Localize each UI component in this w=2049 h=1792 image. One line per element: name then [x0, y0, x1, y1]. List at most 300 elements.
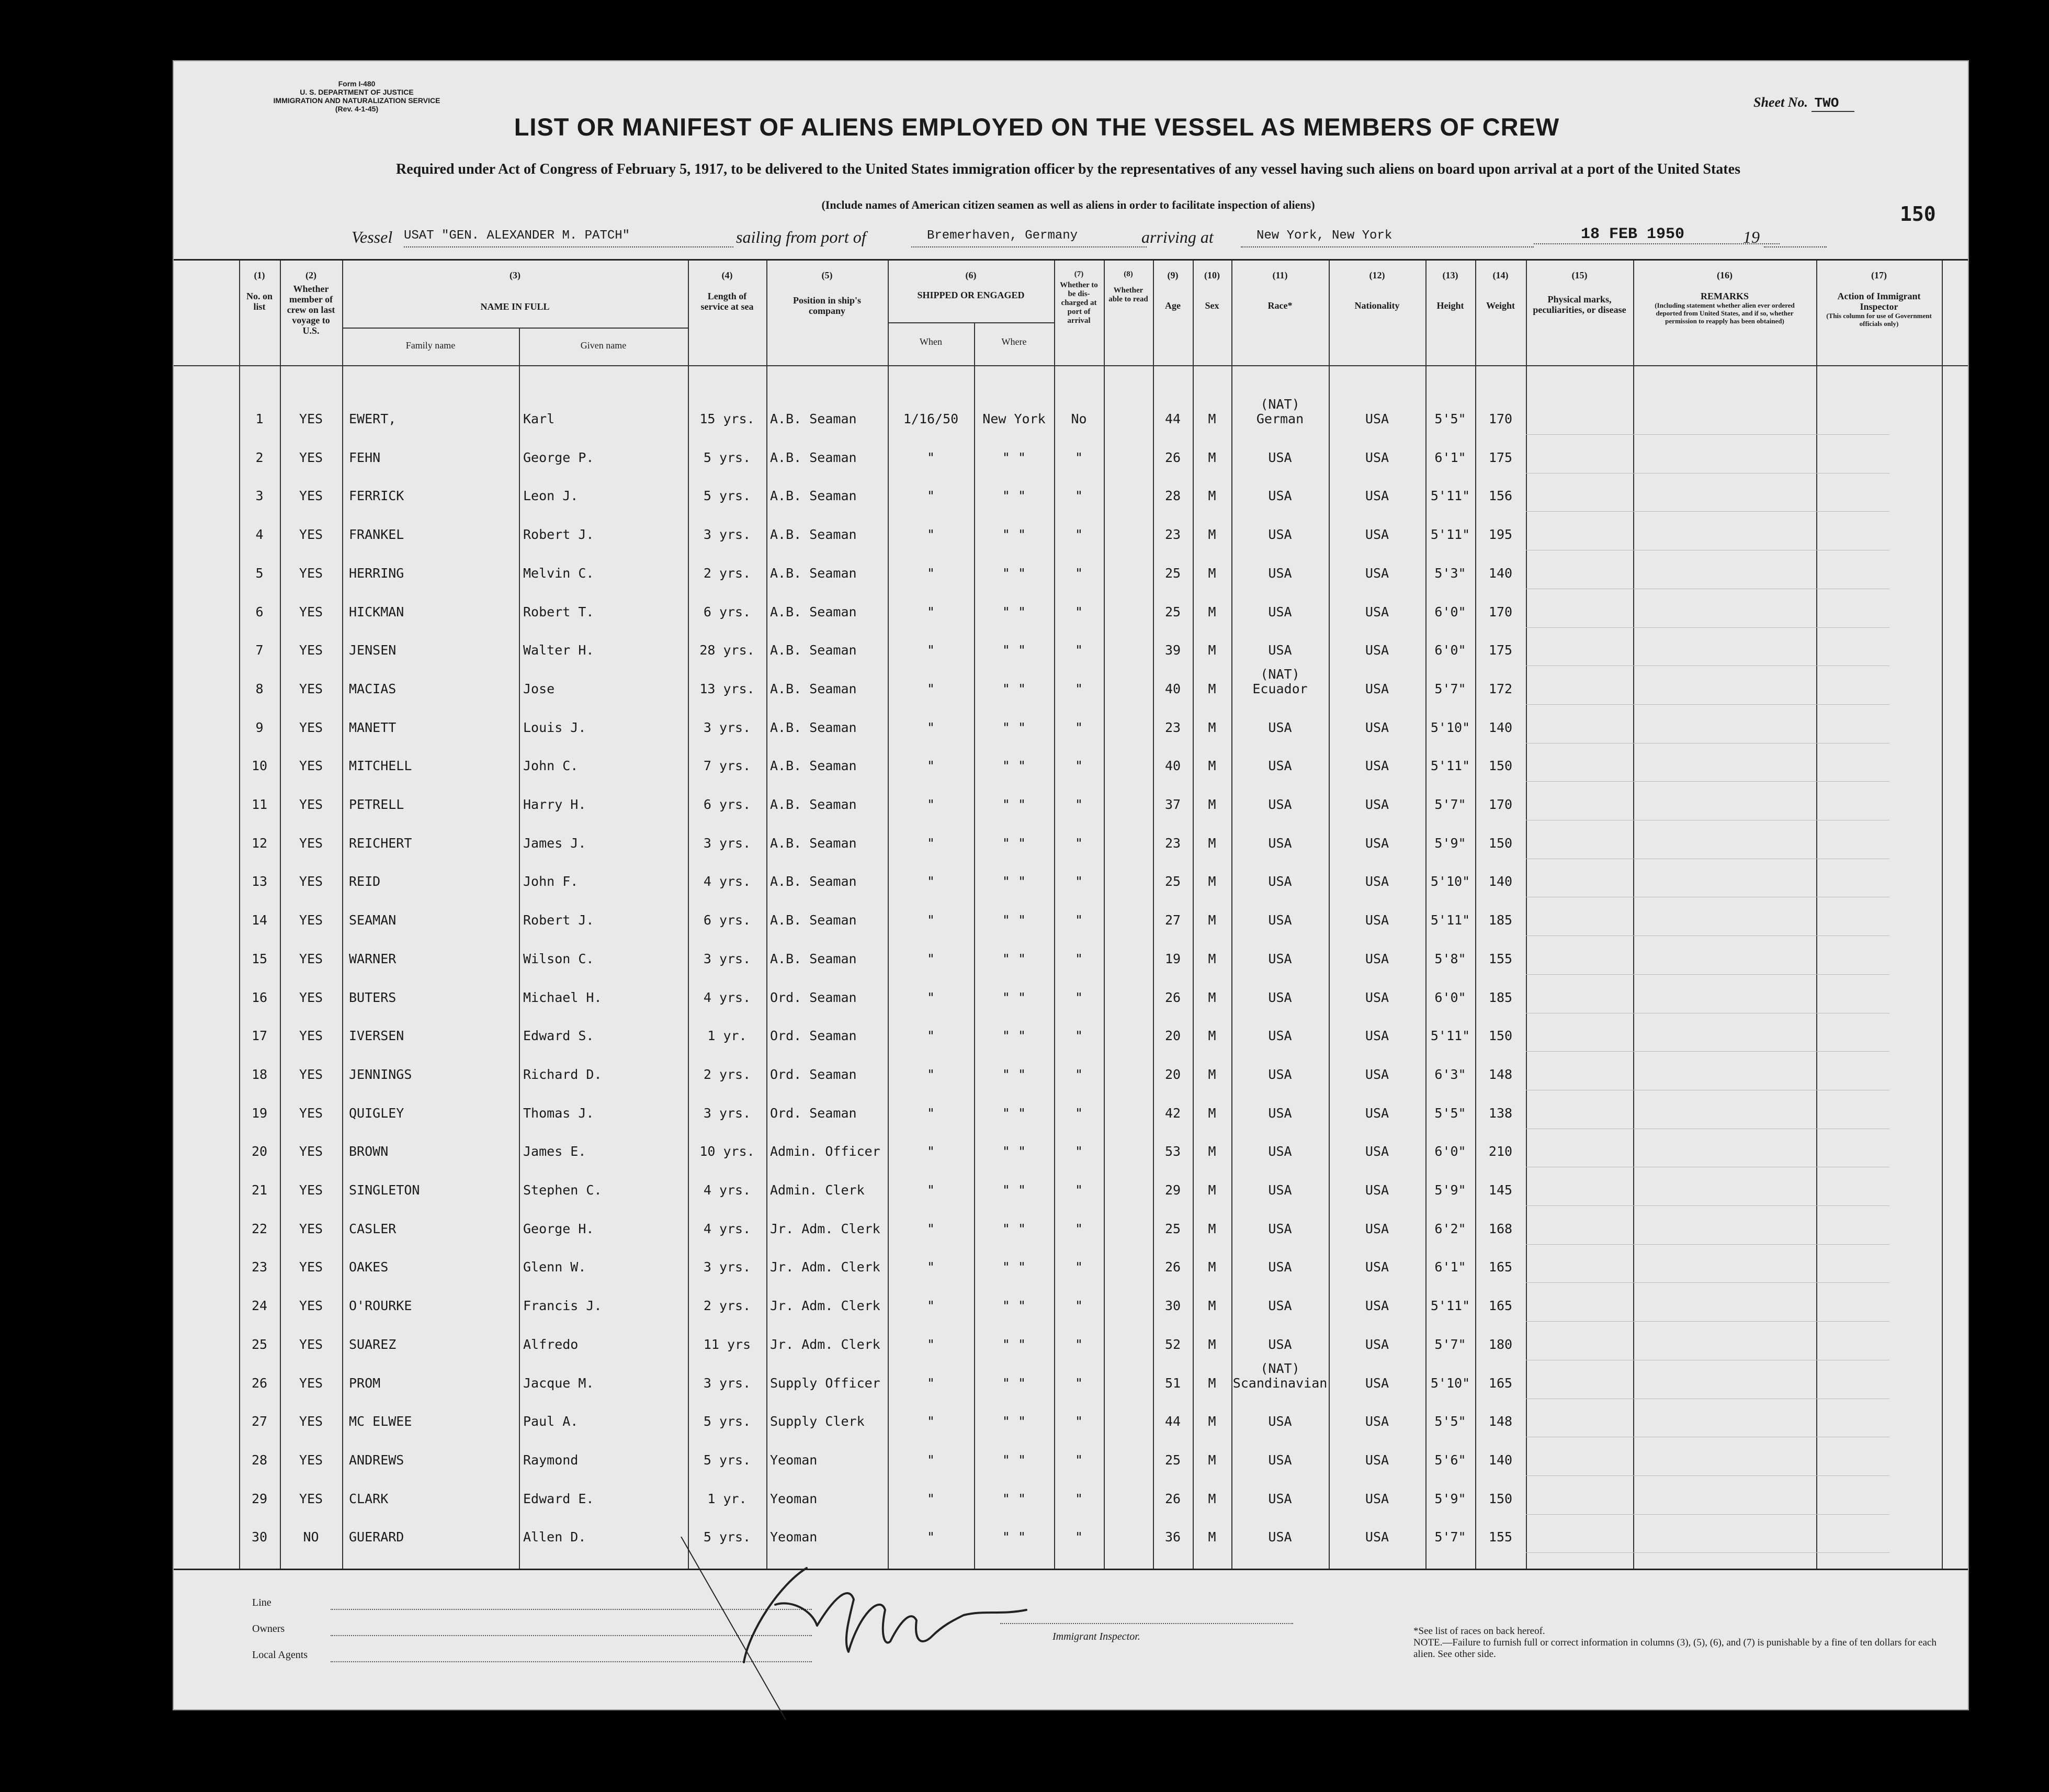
cell-weight: 138 — [1488, 1105, 1513, 1121]
cell-weight: 150 — [1488, 835, 1513, 851]
cell-when: " — [926, 1221, 935, 1236]
agents-label: Local Agents — [252, 1649, 308, 1661]
cell-nationality: USA — [1365, 643, 1389, 658]
cell-sex: M — [1208, 681, 1216, 696]
row-rule — [1526, 704, 1889, 705]
cell-race: USA — [1268, 758, 1292, 774]
cell-prev: YES — [299, 874, 323, 889]
cell-family: SINGLETON — [349, 1182, 420, 1198]
row-rule — [1526, 1282, 1889, 1283]
cell-weight: 148 — [1488, 1066, 1513, 1082]
cell-position: A.B. Seaman — [770, 835, 857, 851]
cell-service: 1 yr. — [707, 1028, 747, 1044]
cell-family: MITCHELL — [349, 758, 412, 774]
cell-disch: " — [1074, 989, 1083, 1005]
cell-position: A.B. Seaman — [770, 797, 857, 812]
cell-height: 5'7" — [1434, 1529, 1466, 1545]
cell-no: 8 — [255, 681, 264, 696]
cell-when: " — [926, 1298, 935, 1314]
cell-weight: 170 — [1488, 411, 1513, 426]
cell-race: German — [1256, 411, 1304, 426]
cell-sex: M — [1208, 797, 1216, 812]
cell-weight: 140 — [1488, 719, 1513, 735]
cell-disch: " — [1074, 527, 1083, 543]
cell-sex: M — [1208, 604, 1216, 619]
cell-no: 22 — [251, 1221, 268, 1236]
cell-given: Robert T. — [523, 604, 594, 619]
cell-family: QUIGLEY — [349, 1105, 404, 1121]
cell-no: 29 — [251, 1491, 268, 1506]
cell-race: USA — [1268, 1182, 1292, 1198]
vessel-name: USAT "GEN. ALEXANDER M. PATCH" — [404, 229, 733, 247]
cell-age: 27 — [1164, 912, 1181, 928]
row-rule — [1526, 511, 1889, 512]
cell-prev: YES — [299, 835, 323, 851]
cell-service: 5 yrs. — [703, 488, 751, 504]
cell-service: 2 yrs. — [703, 565, 751, 581]
cell-no: 11 — [251, 797, 268, 812]
col10-header: (10) Sex — [1204, 270, 1220, 311]
cell-age: 20 — [1164, 1028, 1181, 1044]
cell-position: A.B. Seaman — [770, 912, 857, 928]
cell-service: 4 yrs. — [703, 989, 751, 1005]
cell-disch: " — [1074, 1529, 1083, 1545]
cell-sex: M — [1208, 912, 1216, 928]
cell-prev: YES — [299, 1221, 323, 1236]
cell-when: " — [926, 1336, 935, 1352]
cell-height: 5'11" — [1430, 758, 1470, 774]
page-subtitle: Required under Act of Congress of February 5, 1917, to be delivered to the United States immigration officer by the representatives of any vessel having such aliens on board upon arrival at a port of the United States — [396, 161, 1740, 177]
cell-disch: " — [1074, 1491, 1083, 1506]
cell-family: FERRICK — [349, 488, 404, 504]
cell-no: 24 — [251, 1298, 268, 1314]
cell-given: Raymond — [523, 1452, 579, 1468]
cell-prev: YES — [299, 681, 323, 696]
cell-family: CASLER — [349, 1221, 397, 1236]
cell-weight: 185 — [1488, 912, 1513, 928]
cell-race: USA — [1268, 1298, 1292, 1314]
row-rule — [1526, 781, 1889, 782]
cell-prev: YES — [299, 1182, 323, 1198]
cell-service: 2 yrs. — [703, 1066, 751, 1082]
cell-when: " — [926, 797, 935, 812]
cell-position: A.B. Seaman — [770, 488, 857, 504]
cell-disch: " — [1074, 488, 1083, 504]
cell-given: Louis J. — [523, 719, 586, 735]
cell-age: 52 — [1164, 1336, 1181, 1352]
cell-height: 5'7" — [1434, 681, 1466, 696]
cell-prev: YES — [299, 989, 323, 1005]
cell-no: 19 — [251, 1105, 268, 1121]
cell-disch: " — [1074, 797, 1083, 812]
cell-prev: YES — [299, 1105, 323, 1121]
cell-family: HICKMAN — [349, 604, 404, 619]
cell-weight: 180 — [1488, 1336, 1513, 1352]
cell-age: 26 — [1164, 989, 1181, 1005]
cell-family: FRANKEL — [349, 527, 404, 543]
cell-prev: YES — [299, 449, 323, 465]
penalty-note: NOTE.—Failure to furnish full or correct information in columns (3), (5), (6), and (7) is punishable by a fine of ten dollars for each alien. See other side. — [1413, 1637, 1937, 1660]
cell-prev: YES — [299, 951, 323, 966]
cell-nationality: USA — [1365, 604, 1389, 619]
cell-nationality: USA — [1365, 719, 1389, 735]
cell-race-nat: (NAT) — [1260, 666, 1300, 682]
cell-service: 4 yrs. — [703, 1221, 751, 1236]
cell-disch: " — [1074, 1414, 1083, 1429]
cell-race: USA — [1268, 643, 1292, 658]
cell-sex: M — [1208, 449, 1216, 465]
cell-race: USA — [1268, 951, 1292, 966]
cell-height: 5'7" — [1434, 797, 1466, 812]
cell-race: USA — [1268, 1259, 1292, 1275]
col13-header: (13) Height — [1436, 270, 1464, 311]
cell-age: 30 — [1164, 1298, 1181, 1314]
cell-weight: 165 — [1488, 1375, 1513, 1391]
cell-prev: YES — [299, 1452, 323, 1468]
cell-given: Richard D. — [523, 1066, 602, 1082]
col1-header: (1) No. on list — [246, 270, 273, 312]
cell-nationality: USA — [1365, 1336, 1389, 1352]
cell-position: Jr. Adm. Clerk — [770, 1336, 880, 1352]
cell-weight: 148 — [1488, 1414, 1513, 1429]
cell-when: " — [926, 758, 935, 774]
cell-disch: " — [1074, 1375, 1083, 1391]
footnote — [1413, 1626, 1937, 1660]
cell-prev: YES — [299, 604, 323, 619]
cell-nationality: USA — [1365, 411, 1389, 426]
cell-height: 5'5" — [1434, 1414, 1466, 1429]
row-rule — [1526, 974, 1889, 975]
cell-sex: M — [1208, 1144, 1216, 1159]
cell-prev: YES — [299, 1336, 323, 1352]
cell-family: OAKES — [349, 1259, 389, 1275]
cell-age: 20 — [1164, 1066, 1181, 1082]
cell-race: USA — [1268, 989, 1292, 1005]
cell-service: 15 yrs. — [699, 411, 755, 426]
cell-disch: " — [1074, 1105, 1083, 1121]
cell-disch: " — [1074, 449, 1083, 465]
cell-height: 5'8" — [1434, 951, 1466, 966]
cell-race-nat: (NAT) — [1260, 1360, 1300, 1376]
cell-where: " " — [1002, 527, 1026, 543]
cell-service: 11 yrs — [703, 1336, 751, 1352]
cell-service: 3 yrs. — [703, 835, 751, 851]
cell-given: Jose — [523, 681, 555, 696]
cell-race: USA — [1268, 1491, 1292, 1506]
cell-race: USA — [1268, 719, 1292, 735]
cell-age: 26 — [1164, 1259, 1181, 1275]
cell-disch: " — [1074, 1452, 1083, 1468]
col2-header: (2) Whether member of crew on last voyage to U.S. — [287, 270, 335, 336]
cell-weight: 175 — [1488, 643, 1513, 658]
cell-no: 5 — [255, 565, 264, 581]
cell-race: Ecuador — [1252, 681, 1308, 696]
cell-given: Robert J. — [523, 527, 594, 543]
col-rule — [1942, 261, 1943, 1569]
cell-no: 13 — [251, 874, 268, 889]
cell-nationality: USA — [1365, 1182, 1389, 1198]
cell-no: 15 — [251, 951, 268, 966]
inspector-rule — [1000, 1623, 1293, 1624]
cell-disch: " — [1074, 1221, 1083, 1236]
cell-sex: M — [1208, 1529, 1216, 1545]
cell-race: USA — [1268, 1529, 1292, 1545]
col14-header: (14) Weight — [1486, 270, 1515, 311]
cell-no: 30 — [251, 1529, 268, 1545]
cell-nationality: USA — [1365, 797, 1389, 812]
cell-weight: 140 — [1488, 1452, 1513, 1468]
cell-position: Admin. Officer — [770, 1144, 880, 1159]
cell-height: 5'10" — [1430, 874, 1470, 889]
cell-height: 6'3" — [1434, 1066, 1466, 1082]
row-rule — [1526, 1552, 1889, 1553]
row-rule — [1526, 473, 1889, 474]
line-label: Line — [252, 1597, 271, 1608]
cell-prev: YES — [299, 1066, 323, 1082]
cell-height: 5'9" — [1434, 1491, 1466, 1506]
cell-when: " — [926, 951, 935, 966]
cell-disch: No — [1071, 411, 1087, 426]
cell-nationality: USA — [1365, 488, 1389, 504]
cell-age: 25 — [1164, 565, 1181, 581]
cell-where: " " — [1002, 989, 1026, 1005]
cell-given: Edward S. — [523, 1028, 594, 1044]
cell-weight: 145 — [1488, 1182, 1513, 1198]
cell-race: USA — [1268, 527, 1292, 543]
cell-no: 21 — [251, 1182, 268, 1198]
cell-given: Jacque M. — [523, 1375, 594, 1391]
cell-no: 3 — [255, 488, 264, 504]
cell-position: A.B. Seaman — [770, 758, 857, 774]
cell-no: 9 — [255, 719, 264, 735]
cell-no: 12 — [251, 835, 268, 851]
cell-where: " " — [1002, 681, 1026, 696]
cell-given: Glenn W. — [523, 1259, 586, 1275]
cell-no: 27 — [251, 1414, 268, 1429]
cell-when: " — [926, 1529, 935, 1545]
cell-disch: " — [1074, 1182, 1083, 1198]
col-rule — [1816, 261, 1817, 1569]
cell-service: 1 yr. — [707, 1491, 747, 1506]
cell-height: 6'1" — [1434, 449, 1466, 465]
cell-prev: YES — [299, 411, 323, 426]
cell-age: 25 — [1164, 1221, 1181, 1236]
col-rule — [1633, 261, 1634, 1569]
cell-family: SEAMAN — [349, 912, 397, 928]
arrival-port: New York, New York — [1241, 229, 1534, 247]
cell-family: CLARK — [349, 1491, 389, 1506]
cell-when: " — [926, 1491, 935, 1506]
cell-where: " " — [1002, 719, 1026, 735]
cell-where: New York — [982, 411, 1046, 426]
cell-weight: 175 — [1488, 449, 1513, 465]
cell-service: 3 yrs. — [703, 1105, 751, 1121]
col-rule — [766, 261, 767, 1569]
cell-age: 29 — [1164, 1182, 1181, 1198]
cell-when: " — [926, 1182, 935, 1198]
cell-given: George P. — [523, 449, 594, 465]
cell-when: " — [926, 989, 935, 1005]
col9-header: (9) Age — [1165, 270, 1181, 311]
departure-port: Bremerhaven, Germany — [911, 229, 1147, 247]
cell-disch: " — [1074, 1028, 1083, 1044]
cell-when: " — [926, 488, 935, 504]
cell-when: " — [926, 449, 935, 465]
cell-no: 25 — [251, 1336, 268, 1352]
cell-disch: " — [1074, 951, 1083, 966]
cell-where: " " — [1002, 1298, 1026, 1314]
cell-no: 7 — [255, 643, 264, 658]
form-identifier — [252, 80, 461, 113]
year-label: 19 — [1743, 228, 1760, 246]
cell-age: 23 — [1164, 527, 1181, 543]
cell-when: " — [926, 565, 935, 581]
cell-disch: " — [1074, 1298, 1083, 1314]
cell-disch: " — [1074, 1259, 1083, 1275]
cell-service: 5 yrs. — [703, 1414, 751, 1429]
cell-service: 7 yrs. — [703, 758, 751, 774]
cell-position: Supply Officer — [770, 1375, 880, 1391]
cell-where: " " — [1002, 643, 1026, 658]
cell-race: USA — [1268, 1028, 1292, 1044]
cell-disch: " — [1074, 874, 1083, 889]
cell-service: 6 yrs. — [703, 797, 751, 812]
sheet-label: Sheet No. — [1753, 95, 1808, 110]
cell-position: A.B. Seaman — [770, 604, 857, 619]
cell-age: 26 — [1164, 1491, 1181, 1506]
cell-sex: M — [1208, 874, 1216, 889]
col-rule — [1526, 261, 1527, 1569]
cell-prev: YES — [299, 912, 323, 928]
cell-height: 5'10" — [1430, 719, 1470, 735]
cell-service: 5 yrs. — [703, 449, 751, 465]
cell-given: Francis J. — [523, 1298, 602, 1314]
cell-disch: " — [1074, 758, 1083, 774]
cell-nationality: USA — [1365, 1105, 1389, 1121]
cell-where: " " — [1002, 1028, 1026, 1044]
col7-header: (7) Whether to be dis-charged at port of arrival — [1060, 270, 1098, 325]
cell-given: James J. — [523, 835, 586, 851]
cell-sex: M — [1208, 1182, 1216, 1198]
cell-position: A.B. Seaman — [770, 411, 857, 426]
cell-where: " " — [1002, 1066, 1026, 1082]
cell-service: 5 yrs. — [703, 1529, 751, 1545]
cell-sex: M — [1208, 1259, 1216, 1275]
cell-given: Edward E. — [523, 1491, 594, 1506]
arrival-date: 18 FEB 1950 — [1534, 226, 1780, 244]
cell-given: Harry H. — [523, 797, 586, 812]
cell-race: USA — [1268, 449, 1292, 465]
cell-position: Jr. Adm. Clerk — [770, 1298, 880, 1314]
cell-family: SUAREZ — [349, 1336, 397, 1352]
cell-sex: M — [1208, 719, 1216, 735]
cell-nationality: USA — [1365, 1066, 1389, 1082]
cell-service: 3 yrs. — [703, 527, 751, 543]
cell-nationality: USA — [1365, 758, 1389, 774]
cell-disch: " — [1074, 643, 1083, 658]
arriving-label: arriving at — [1141, 228, 1214, 246]
cell-position: Yeoman — [770, 1452, 818, 1468]
cell-family: BROWN — [349, 1144, 389, 1159]
cell-age: 51 — [1164, 1375, 1181, 1391]
cell-nationality: USA — [1365, 951, 1389, 966]
cell-weight: 168 — [1488, 1221, 1513, 1236]
cell-race: USA — [1268, 1452, 1292, 1468]
cell-family: JENNINGS — [349, 1066, 412, 1082]
cell-age: 28 — [1164, 488, 1181, 504]
cell-weight: 170 — [1488, 604, 1513, 619]
cell-sex: M — [1208, 951, 1216, 966]
cell-nationality: USA — [1365, 1529, 1389, 1545]
cell-nationality: USA — [1365, 565, 1389, 581]
cell-given: John C. — [523, 758, 579, 774]
cell-nationality: USA — [1365, 527, 1389, 543]
cell-nationality: USA — [1365, 912, 1389, 928]
cell-given: John F. — [523, 874, 579, 889]
cell-prev: YES — [299, 797, 323, 812]
cell-position: Ord. Seaman — [770, 989, 857, 1005]
cell-when: " — [926, 874, 935, 889]
cell-service: 4 yrs. — [703, 1182, 751, 1198]
cell-race-nat: (NAT) — [1260, 397, 1300, 412]
cell-height: 5'9" — [1434, 1182, 1466, 1198]
cell-nationality: USA — [1365, 1028, 1389, 1044]
cell-nationality: USA — [1365, 1144, 1389, 1159]
cell-height: 5'5" — [1434, 1105, 1466, 1121]
cell-when: " — [926, 1452, 935, 1468]
cell-disch: " — [1074, 1066, 1083, 1082]
cell-when: " — [926, 1066, 935, 1082]
cell-prev: YES — [299, 758, 323, 774]
cell-height: 5'11" — [1430, 912, 1470, 928]
cell-race: USA — [1268, 1414, 1292, 1429]
cell-nationality: USA — [1365, 1298, 1389, 1314]
form-number: Form I-480 — [338, 80, 376, 88]
cell-where: " " — [1002, 758, 1026, 774]
cell-position: Ord. Seaman — [770, 1105, 857, 1121]
cell-no: 28 — [251, 1452, 268, 1468]
cell-given: Michael H. — [523, 989, 602, 1005]
cell-sex: M — [1208, 1028, 1216, 1044]
cell-position: A.B. Seaman — [770, 951, 857, 966]
cell-weight: 140 — [1488, 874, 1513, 889]
cell-where: " " — [1002, 1259, 1026, 1275]
cell-position: A.B. Seaman — [770, 449, 857, 465]
sheet-value: TWO — [1812, 95, 1855, 112]
row-rule — [1526, 1244, 1889, 1245]
cell-sex: M — [1208, 643, 1216, 658]
cell-age: 40 — [1164, 758, 1181, 774]
cell-family: EWERT, — [349, 411, 397, 426]
manifest-page — [173, 60, 1969, 1710]
cell-position: Yeoman — [770, 1491, 818, 1506]
row-rule — [1526, 434, 1889, 435]
cell-height: 5'11" — [1430, 1028, 1470, 1044]
cell-when: " — [926, 1105, 935, 1121]
form-department: U. S. DEPARTMENT OF JUSTICE — [300, 88, 414, 96]
cell-prev: YES — [299, 1491, 323, 1506]
cell-sex: M — [1208, 1298, 1216, 1314]
cell-family: JENSEN — [349, 643, 397, 658]
cell-service: 13 yrs. — [699, 681, 755, 696]
cell-given: Robert J. — [523, 912, 594, 928]
crew-table — [174, 259, 1968, 1570]
cell-height: 5'11" — [1430, 1298, 1470, 1314]
cell-family: PROM — [349, 1375, 381, 1391]
cell-age: 36 — [1164, 1529, 1181, 1545]
cell-position: A.B. Seaman — [770, 874, 857, 889]
cell-sex: M — [1208, 758, 1216, 774]
